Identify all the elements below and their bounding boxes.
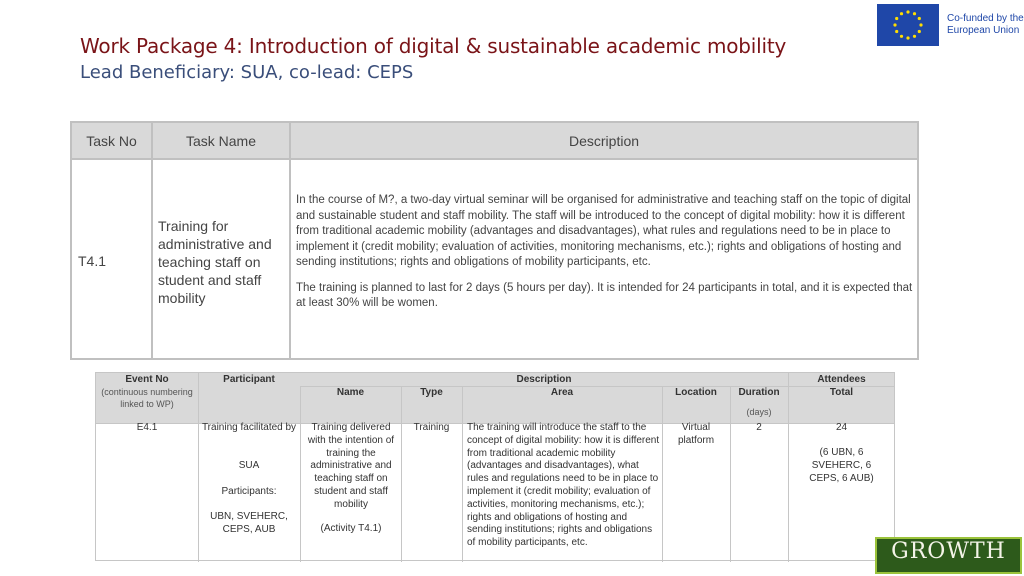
header-name: Name [336,387,365,398]
eu-logo-text [947,13,1024,37]
participant-list: UBN, SVEHERC, CEPS, AUB [210,511,288,535]
header-duration-unit: (days) [746,407,772,417]
task-description-cell [296,193,916,312]
event-area-cell: The training will introduce the staff to the concept of digital mobility: how it is different from traditional academic mobility (advantages and disadvantages), what rules and regulations need to be in place to implement it (credit mobility; evaluation of activities, monitoring mechanisms, etc.); rights and obligations of hosting and sending institutions; rights and obligations of mobility participants, etc. [467,422,660,549]
task-table [70,121,919,360]
column-divider [788,373,789,562]
event-location-cell: Virtual platform [677,422,715,446]
column-divider [300,386,301,562]
header-description: Description [516,374,572,385]
eu-logo-line2: European Union [947,25,1020,36]
event-type-cell: Training [413,422,450,433]
header-description: Description [568,133,640,149]
header-type: Type [420,387,443,398]
header-duration: Duration [738,387,780,398]
event-duration-cell: 2 [756,422,762,433]
header-task-name: Task Name [185,133,257,149]
event-table [95,372,895,561]
description-paragraph-2: The training is planned to last for 2 days (5 hours per day). It is intended for 24 participants in total, and it is expected that at least 30% will be women. [296,281,913,309]
column-divider [198,373,199,562]
header-event-no: Event No [125,374,169,385]
column-divider [462,386,463,562]
eu-logo-line1: Co-funded by the [947,13,1024,24]
column-divider [401,386,402,562]
event-total-cell: 24 [835,422,848,433]
eu-logo [877,4,1024,46]
growth-logo-text: GROWTH [891,539,1006,564]
header-participant: Participant [223,374,275,385]
eu-flag-icon [877,4,939,46]
header-attendees: Attendees [817,374,866,385]
header-location: Location [675,387,717,398]
header-total: Total [829,387,854,398]
page-title: Work Package 4: Introduction of digital & sustainable academic mobility [80,34,787,58]
task-no-cell: T4.1 [78,253,107,269]
header-event-no-note: (continuous numbering linked to WP) [101,387,193,409]
participant-facilitated: Training facilitated by [201,422,297,433]
task-name-cell: Training for administrative and teaching staff on student and staff mobility [158,218,272,306]
header-area: Area [550,387,574,398]
page-subtitle: Lead Beneficiary: SUA, co-lead: CEPS [80,62,414,83]
description-paragraph-1: In the course of M?, a two-day virtual seminar will be organised for administrative and teaching staff on the topic of digital and sustainable student and staff mobility. The staff will be introduced to the concept of digital mobility: how it is different from traditional academic mobility (advantages and disadvantages), what rules and regulations need to be in place to implement it (credit mobility; evaluation of activities, monitoring mechanisms, etc.); rights and obligations of hosting and sending institutions; rights and obligations of mobility participants, etc. [296,194,911,268]
column-divider [662,386,663,562]
event-activity-ref: (Activity T4.1) [320,523,382,534]
participant-facilitator: SUA [238,460,260,471]
header-task-no: Task No [86,133,137,149]
event-total-breakdown: (6 UBN, 6 SVEHERC, 6 CEPS, 6 AUB) [809,447,874,484]
growth-logo [875,537,1022,574]
participant-label: Participants: [221,486,277,497]
event-name-cell: Training delivered with the intention of training the administrative and teaching staff on student and staff mobility [307,422,395,510]
event-no-cell: E4.1 [136,422,158,433]
